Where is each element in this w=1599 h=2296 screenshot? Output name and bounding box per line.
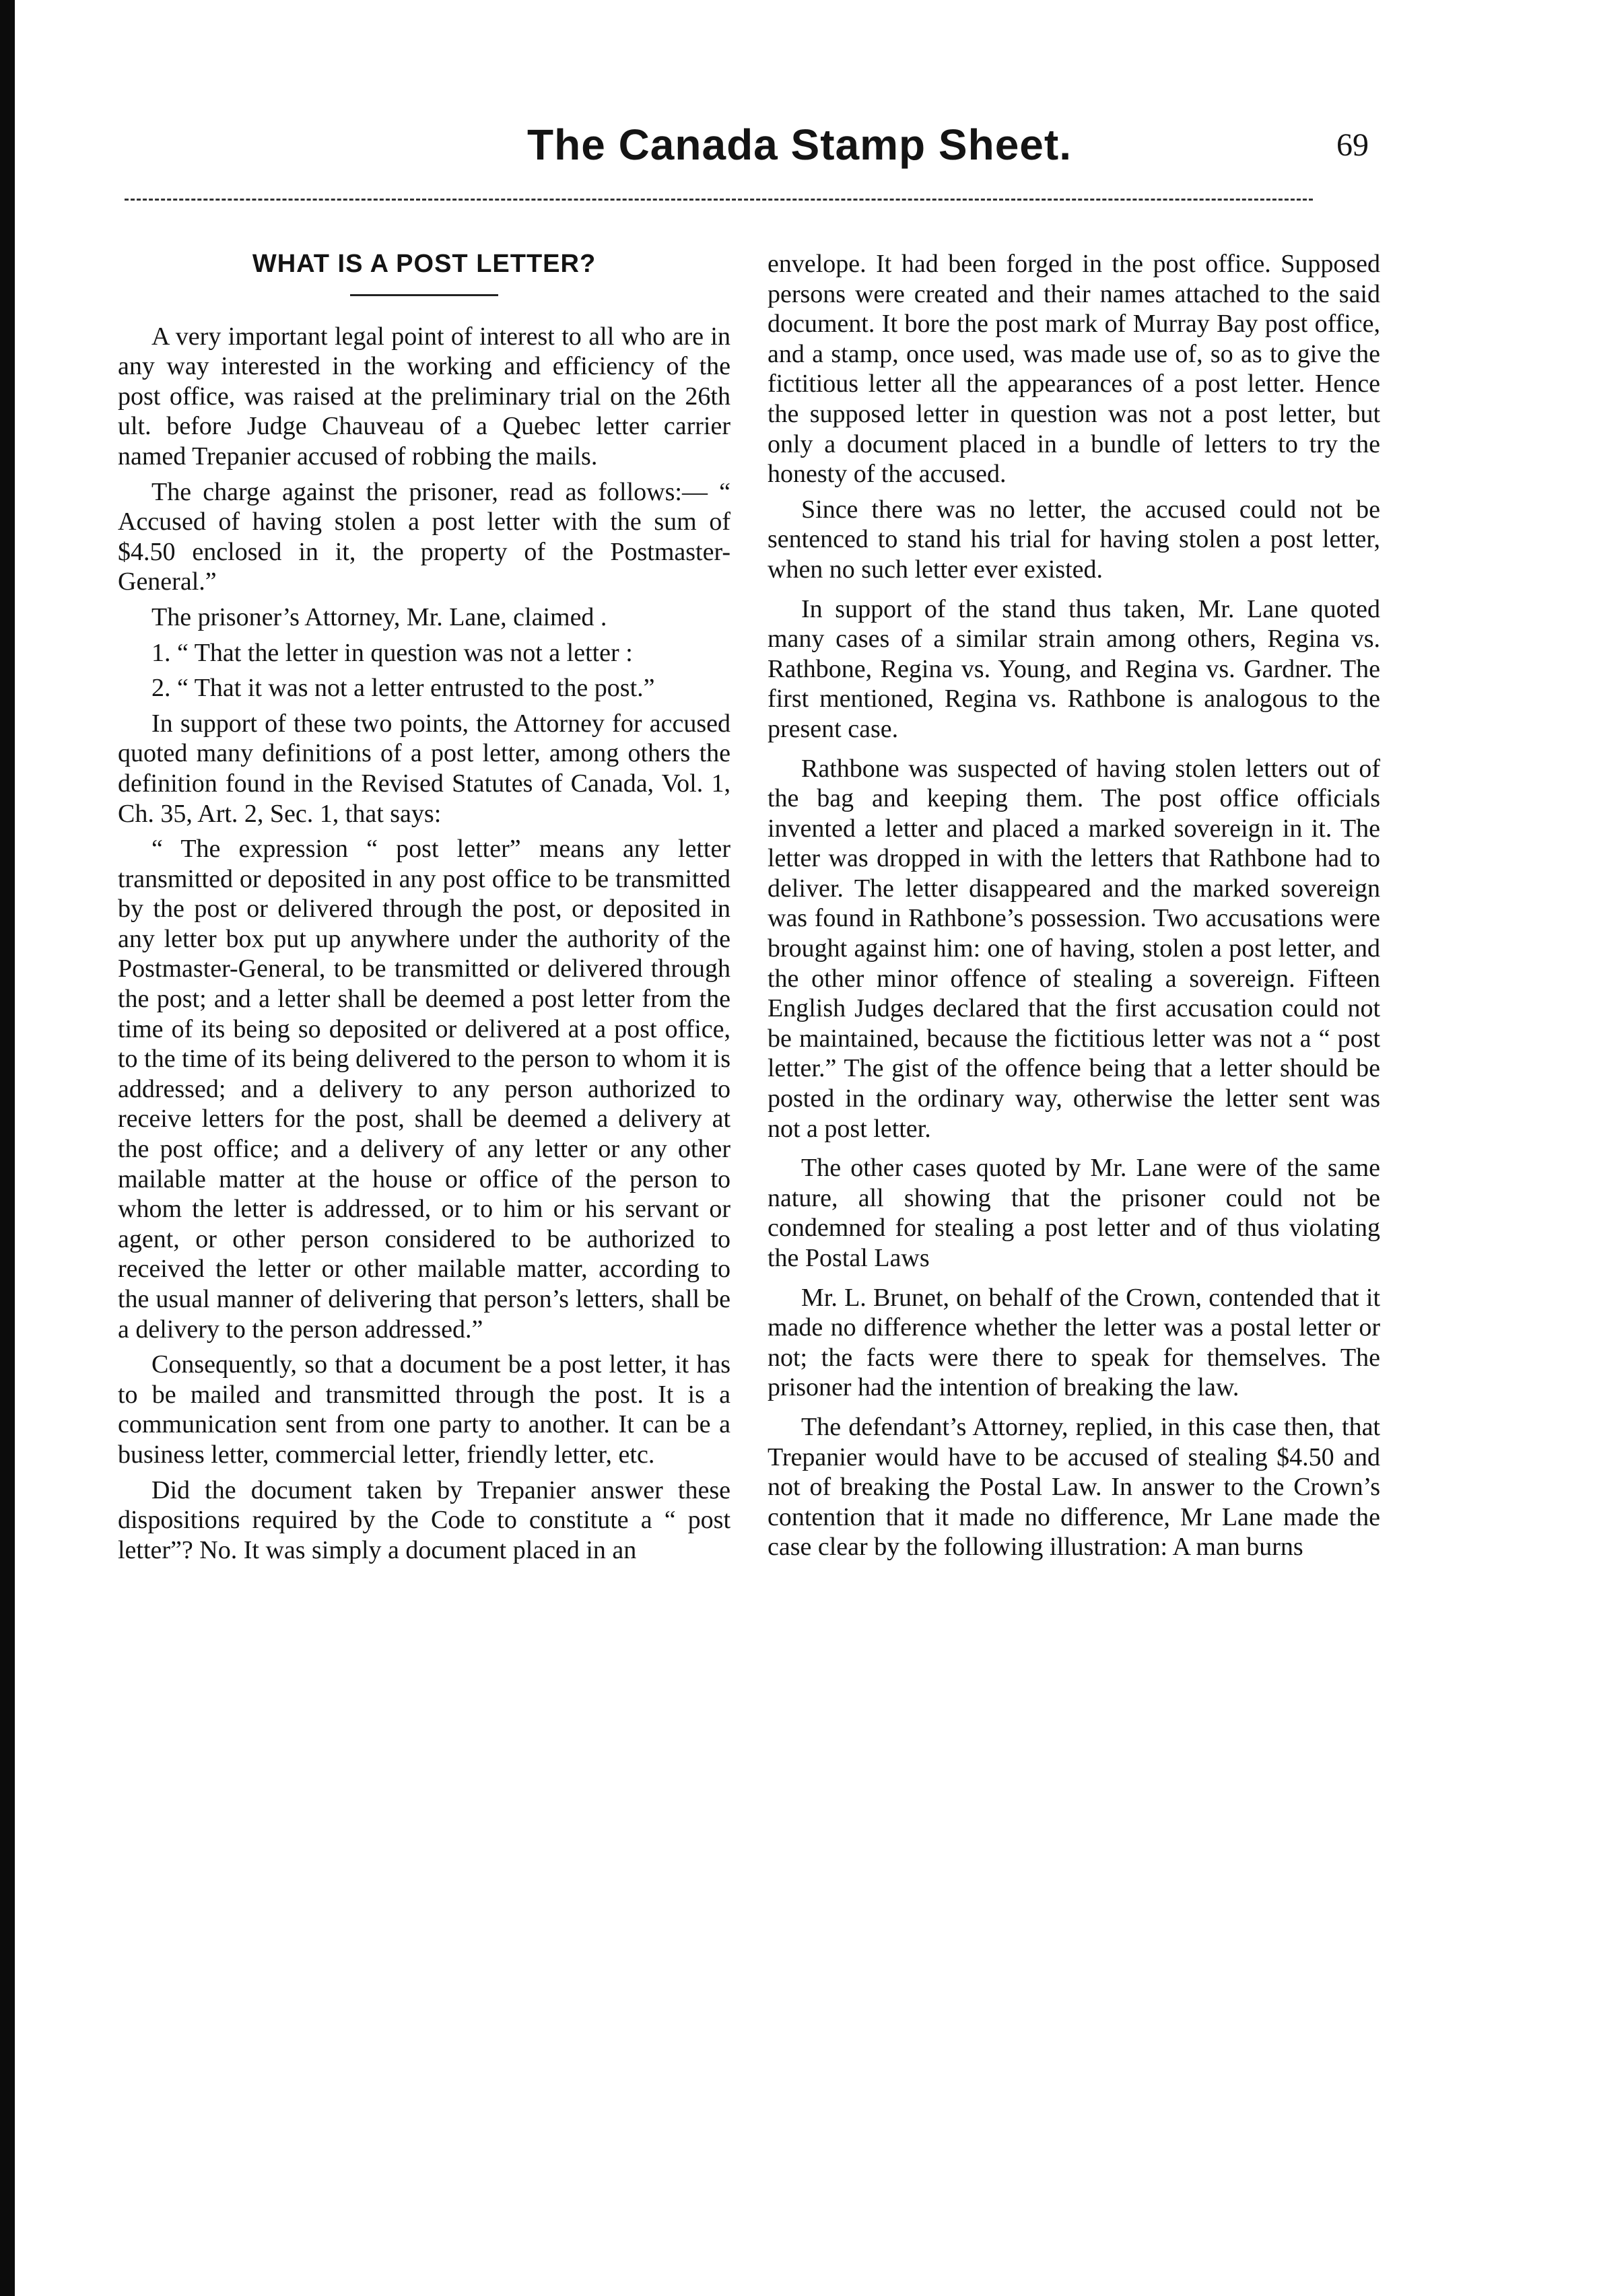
- paragraph: Since there was no letter, the accused could not be sentenced to stand his trial for having stolen a post letter, when no such letter ever existed.: [768, 495, 1380, 584]
- paragraph: Consequently, so that a document be a post letter, it has to be mailed and transmitted through the post. It is a communication sent from one party to another. It can be a business letter, commercial letter, friendly letter, etc.: [118, 1350, 730, 1469]
- paragraph: In support of the stand thus taken, Mr. Lane quoted many cases of a similar strain among others, Regina vs. Rathbone, Regina vs. Young, and Regina vs. Gardner. The first mentioned, Regina vs. Rathbone is analogous to the present case.: [768, 594, 1380, 743]
- paragraph: The other cases quoted by Mr. Lane were of the same nature, all showing that the prisoner could not be condemned for stealing a post letter and of thus violating the Postal Laws: [768, 1154, 1380, 1272]
- paragraph: envelope. It had been forged in the post office. Supposed persons were created and their names attached to the said document. It bore the post mark of Murray Bay post office, and a stamp, once used, was made use of, so as to give the fictitious letter all the appearances of a post letter. Hence the supposed letter in question was not a post letter, but only a document placed in a bundle of letters to try the honesty of the accused.: [768, 250, 1380, 489]
- paragraph: 1. “ That the letter in question was not a letter :: [151, 638, 633, 667]
- paragraph: The prisoner’s Attorney, Mr. Lane, claimed .: [151, 602, 607, 631]
- header-divider: [125, 199, 1313, 201]
- title-divider: [350, 294, 498, 296]
- paragraph: In support of these two points, the Attorney for accused quoted many definitions of a post letter, among others the definition found in the Revised Statutes of Canada, Vol. 1, Ch. 35, Art. 2, Sec. 1, that says:: [118, 709, 730, 828]
- publication-title: The Canada Stamp Sheet.: [527, 120, 1072, 169]
- paragraph: 2. “ That it was not a letter entrusted to the post.”: [151, 674, 655, 703]
- paragraph: The charge against the prisoner, read as follows:— “ Accused of having stolen a post letter with the sum of $4.50 enclosed in it, the property of the Postmaster-General.”: [118, 477, 730, 596]
- paragraph: The defendant’s Attorney, replied, in this case then, that Trepanier would have to be accused of stealing $4.50 and not of breaking the Postal Law. In answer to the Crown’s contention that it made no difference, Mr Lane made the case clear by the following illustration: A man burns: [768, 1412, 1380, 1562]
- article-title: WHAT IS A POST LETTER?: [252, 250, 597, 278]
- page-edge-shadow: [0, 0, 15, 2296]
- paragraph: Did the document taken by Trepanier answer these dispositions required by the Code to constitute a “ post letter”? No. It was simply a document placed in an: [118, 1475, 730, 1564]
- right-column: [768, 249, 1380, 1568]
- paragraph: A very important legal point of interest to all who are in any way interested in the working and efficiency of the post office, was raised at the preliminary trial on the 26th ult. before Judge Chauveau of a Quebec letter carrier named Trepanier accused of robbing the mails.: [118, 322, 730, 471]
- left-column: [118, 249, 730, 1570]
- paragraph: Mr. L. Brunet, on behalf of the Crown, contended that it made no difference whether the letter was a postal letter or not; the facts were there to speak for themselves. The prisoner had the intention of breaking the law.: [768, 1283, 1380, 1402]
- paragraph: Rathbone was suspected of having stolen letters out of the bag and keeping them. The post office officials invented a letter and placed a marked sovereign in it. The letter was dropped in with the letters that Rathbone had to deliver. The letter disappeared and the marked sovereign was found in Rathbone’s possession. Two accusations were brought against him: one of having, stolen a post letter, and the other minor offence of stealing a sovereign. Fifteen English Judges declared that the first accusation could not be maintained, because the fictitious letter was not a “ post letter.” The gist of the offence being that a letter should be posted in the ordinary way, otherwise the letter sent was not a post letter.: [768, 754, 1380, 1143]
- page-number: 69: [1336, 127, 1369, 163]
- paragraph: “ The expression “ post letter” means any letter transmitted or deposited in any post office to be transmitted by the post or delivered through the post, or deposited in any letter box put up anywhere under the authority of the Postmaster-General, to be transmitted or delivered through the post; and a letter shall be deemed a post letter from the time of its being so deposited or delivered at a post office, to the time of its being delivered to the person to whom it is addressed; and a delivery to any person authorized to receive letters for the post, shall be deemed a delivery at the post office; and a delivery of any letter or any other mailable matter at the house or office of the person to whom the letter is addressed, or to him or his servant or agent, or other person considered to be authorized to received the letter or other mailable matter, according to the usual manner of delivering that person’s letters, shall be a delivery to the person addressed.”: [118, 835, 730, 1344]
